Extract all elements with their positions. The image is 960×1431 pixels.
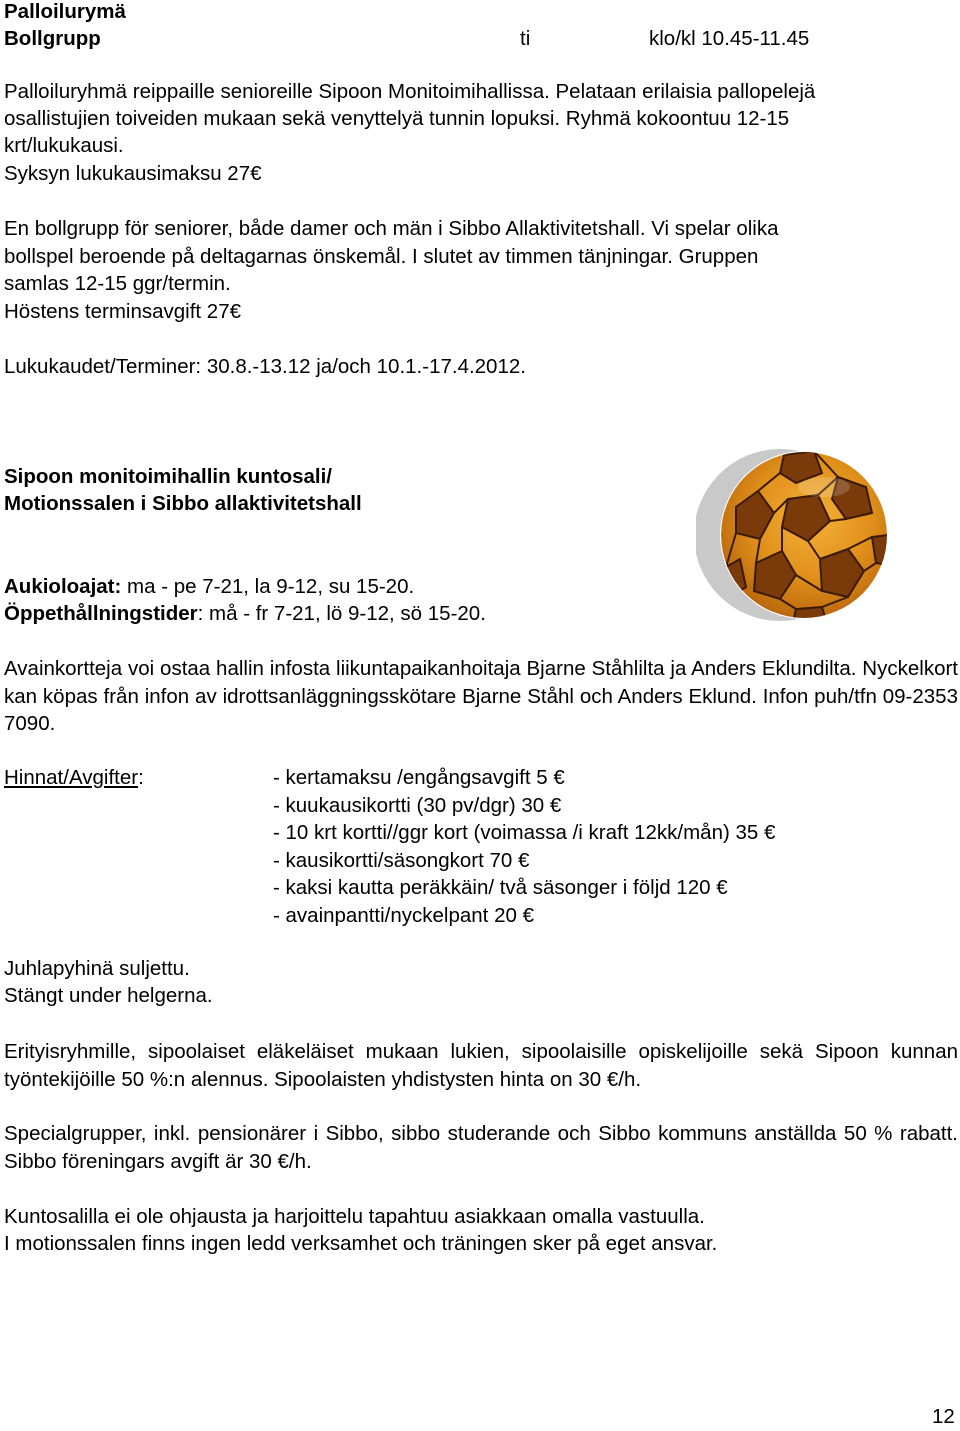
price-item: - avainpantti/nyckelpant 20 € (273, 903, 534, 927)
ballgroup-fi-line2: osallistujien toiveiden mukaan sekä venyttelyä tunnin lopuksi. Ryhmä kokoontuu 12-15 (4, 107, 790, 130)
disclaimer-fi: Kuntosalilla ei ole ohjausta ja harjoittelu tapahtuu asiakkaan omalla vastuulla. (4, 1205, 705, 1228)
price-list (273, 764, 775, 929)
ballgroup-sv-fee: Höstens terminsavgift 27€ (4, 300, 242, 323)
gym-heading-fi: Sipoon monitoimihallin kuntosali/ (4, 465, 332, 488)
opening-hours-sv-label: Öppethållningstider (4, 602, 198, 625)
price-item: - kuukausikortti (30 pv/dgr) 30 € (273, 793, 562, 817)
schedule-time: klo/kl 10.45-11.45 (649, 27, 810, 50)
opening-hours-fi-value: ma - pe 7-21, la 9-12, su 15-20. (121, 575, 415, 598)
terms-dates: Lukukaudet/Terminer: 30.8.-13.12 ja/och 10.1.-17.4.2012. (4, 355, 526, 378)
discount-fi: Erityisryhmille, sipoolaiset eläkeläiset mukaan lukien, sipoolaisille opiskelijoille sekä Sipoon kunnan työntekijöille 50 %:n alennus. Sipoolaisten yhdistysten hinta on 30 €/h. (4, 1040, 958, 1091)
price-item: - kausikortti/säsongkort 70 € (273, 848, 530, 872)
disclaimer-sv: I motionssalen finns ingen ledd verksamhet och träningen sker på eget ansvar. (4, 1232, 718, 1255)
price-item: - 10 krt kortti//ggr kort (voimassa /i kraft 12kk/mån) 35 € (273, 821, 776, 844)
prices-label (4, 764, 144, 792)
price-item: - kertamaksu /engångsavgift 5 € (273, 766, 565, 789)
ballgroup-fi-line3: krt/lukukausi. (4, 134, 124, 157)
title-finnish: Palloilurymä (4, 0, 126, 23)
ballgroup-sv-line1: En bollgrupp för seniorer, både damer och män i Sibbo Allaktivitetshall. Vi spelar olika (4, 217, 779, 240)
holidays-fi: Juhlapyhinä suljettu. (4, 957, 190, 980)
opening-hours-fi (4, 573, 414, 601)
ballgroup-sv-line2: bollspel beroende på deltagarnas önskemål. I slutet av timmen tänjningar. Gruppen (4, 245, 759, 268)
title-swedish: Bollgrupp (4, 27, 101, 50)
opening-hours-sv-value: : må - fr 7-21, lö 9-12, sö 15-20. (197, 602, 486, 625)
soccer-ball-icon (696, 447, 888, 622)
ballgroup-fi-line1: Palloiluryhmä reippaille senioreille Sipoon Monitoimihallissa. Pelataan erilaisia pallopelejä (4, 80, 816, 103)
ballgroup-fi-fee: Syksyn lukukausimaksu 27€ (4, 162, 262, 185)
schedule-day: ti (520, 27, 531, 50)
opening-hours-fi-label: Aukioloajat: (4, 575, 122, 598)
gym-heading-sv: Motionssalen i Sibbo allaktivitetshall (4, 492, 362, 515)
holidays-sv: Stängt under helgerna. (4, 984, 213, 1007)
opening-hours-sv (4, 600, 486, 628)
prices-label-text: Hinnat/Avgifter (4, 766, 139, 789)
price-item: - kaksi kautta peräkkäin/ två säsonger i följd 120 € (273, 876, 728, 899)
ballgroup-sv-line3: samlas 12-15 ggr/termin. (4, 272, 231, 295)
page-number: 12 (932, 1405, 955, 1428)
prices-label-colon: : (138, 766, 144, 789)
keycard-paragraph: Avainkortteja voi ostaa hallin infosta liikuntapaikanhoitaja Bjarne Ståhlilta ja Anders Eklundilta. Nyckelkort kan köpas från infon av idrottsanläggningsskötare Bjarne Ståhl och Anders Eklund. Infon puh/tfn 09-2353 7090. (4, 657, 958, 735)
discount-sv: Specialgrupper, inkl. pensionärer i Sibbo, sibbo studerande och Sibbo kommuns anställda 50 % rabatt. Sibbo föreningars avgift är 30 €/h. (4, 1122, 958, 1173)
